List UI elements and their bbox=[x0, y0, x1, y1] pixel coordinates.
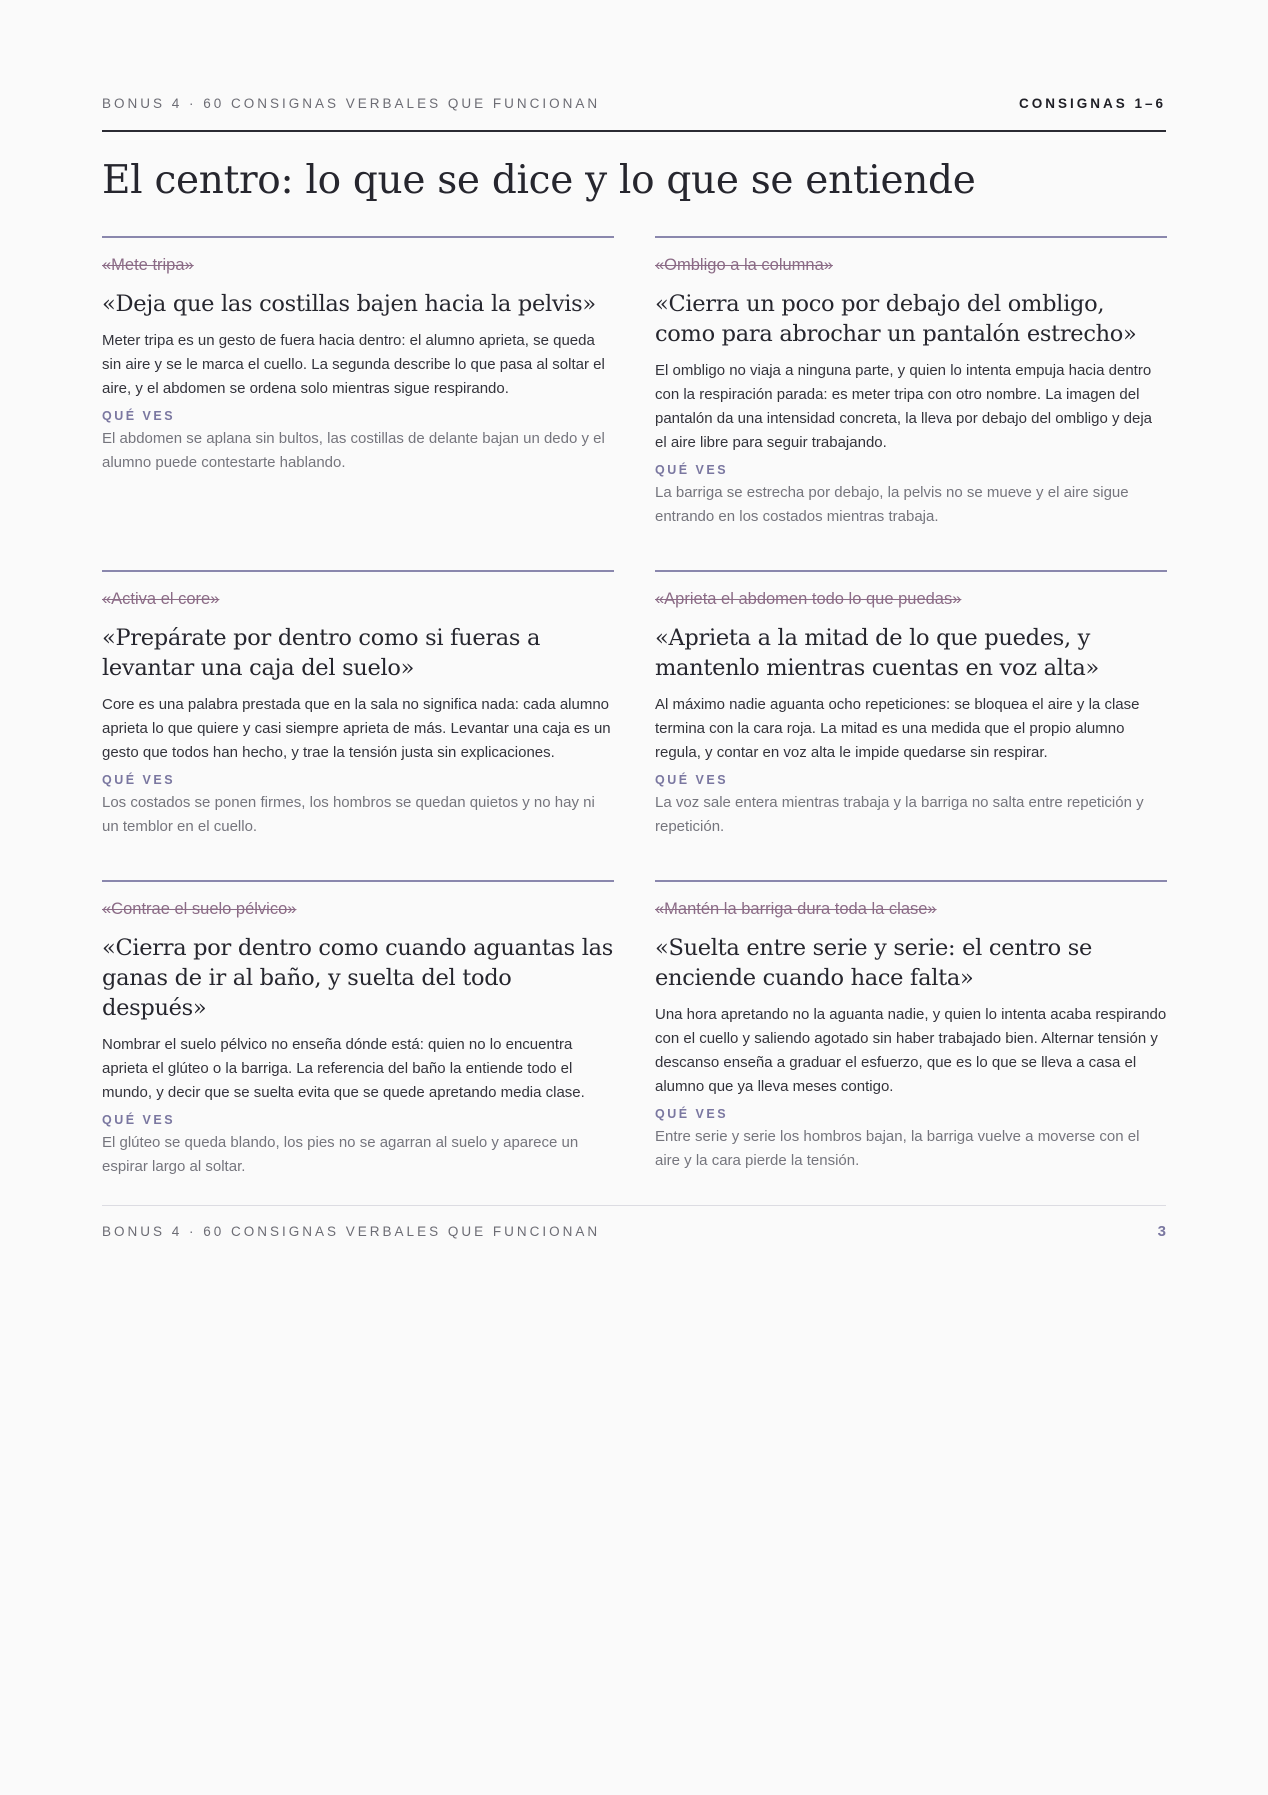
cue-card-2 bbox=[655, 236, 1167, 529]
header-cue-range: CONSIGNAS 1–6 bbox=[1018, 96, 1166, 111]
cue-observe-label: QUÉ VES bbox=[655, 773, 729, 787]
cue-wrong-phrase: «Mantén la barriga dura toda la clase» bbox=[655, 900, 937, 918]
cue-right-phrase: «Suelta entre serie y serie: el centro se enciende cuando hace falta» bbox=[655, 935, 1092, 991]
cue-observation: Los costados se ponen firmes, los hombros se quedan quietos y no hay ni un temblor en el cuello. bbox=[102, 794, 595, 835]
cue-card-3 bbox=[102, 570, 614, 839]
cue-observation: La voz sale entera mientras trabaja y la barriga no salta entre repetición y repetición. bbox=[655, 794, 1144, 835]
header-divider bbox=[102, 130, 1166, 132]
cue-observation: La barriga se estrecha por debajo, la pelvis no se mueve y el aire sigue entrando en los costados mientras trabaja. bbox=[655, 484, 1129, 525]
cue-card-1 bbox=[102, 236, 614, 475]
cue-right-phrase: «Cierra por dentro como cuando aguantas las ganas de ir al baño, y suelta del todo después» bbox=[102, 935, 614, 1021]
cue-divider bbox=[102, 236, 614, 238]
cue-observe-label: QUÉ VES bbox=[102, 1113, 176, 1127]
cue-right-phrase: «Prepárate por dentro como si fueras a levantar una caja del suelo» bbox=[102, 625, 541, 681]
cue-wrong-phrase: «Contrae el suelo pélvico» bbox=[102, 900, 297, 918]
cue-wrong-phrase: «Ombligo a la columna» bbox=[655, 256, 833, 274]
cue-wrong-phrase: «Mete tripa» bbox=[102, 256, 194, 274]
cue-observe-label: QUÉ VES bbox=[102, 409, 176, 423]
cue-observation: El glúteo se queda blando, los pies no se agarran al suelo y aparece un espirar largo al soltar. bbox=[102, 1134, 579, 1175]
cue-divider bbox=[655, 236, 1167, 238]
cue-card-6 bbox=[655, 880, 1167, 1173]
header-section-title: BONUS 4 · 60 CONSIGNAS VERBALES QUE FUNCIONAN bbox=[102, 96, 601, 111]
cue-right-phrase: «Deja que las costillas bajen hacia la pelvis» bbox=[102, 291, 596, 317]
cue-observe-label: QUÉ VES bbox=[655, 463, 729, 477]
cue-divider bbox=[655, 570, 1167, 572]
cue-explanation: Meter tripa es un gesto de fuera hacia dentro: el alumno aprieta, se queda sin aire y se le marca el cuello. La segunda describe lo que pasa al soltar el aire, y el abdomen se ordena solo mientras sigue respirando. bbox=[102, 332, 605, 397]
cue-explanation: El ombligo no viaja a ninguna parte, y quien lo intenta empuja hacia dentro con la respiración parada: es meter tripa con otro nombre. La imagen del pantalón da una intensidad concreta, la lleva por debajo del ombligo y deja el aire libre para seguir trabajando. bbox=[655, 362, 1153, 451]
cue-divider bbox=[655, 880, 1167, 882]
cue-divider bbox=[102, 880, 614, 882]
cue-right-phrase: «Cierra un poco por debajo del ombligo, como para abrochar un pantalón estrecho» bbox=[655, 291, 1137, 347]
cue-explanation: Core es una palabra prestada que en la sala no significa nada: cada alumno aprieta lo que quiere y casi siempre aprieta de más. Levantar una caja es un gesto que todos han hecho, y trae la tensión justa sin explicaciones. bbox=[102, 696, 611, 761]
cue-explanation: Una hora apretando no la aguanta nadie, y quien lo intenta acaba respirando con el cuello y saliendo agotado sin haber trabajado bien. Alternar tensión y descanso enseña a graduar el esfuerzo, que es lo que se lleva a casa el alumno que ya lleva meses contigo. bbox=[655, 1006, 1167, 1095]
cue-observe-label: QUÉ VES bbox=[655, 1107, 729, 1121]
cue-explanation: Al máximo nadie aguanta ocho repeticiones: se bloquea el aire y la clase termina con la cara roja. La mitad es una medida que el propio alumno regula, y contar en voz alta le impide quedarse sin respirar. bbox=[655, 696, 1140, 761]
cue-observation: Entre serie y serie los hombros bajan, la barriga vuelve a moverse con el aire y la cara pierde la tensión. bbox=[655, 1128, 1140, 1169]
footer-divider bbox=[102, 1205, 1166, 1206]
cue-observe-label: QUÉ VES bbox=[102, 773, 176, 787]
cue-card-5 bbox=[102, 880, 614, 1179]
cue-divider bbox=[102, 570, 614, 572]
cue-right-phrase: «Aprieta a la mitad de lo que puedes, y mantenlo mientras cuentas en voz alta» bbox=[655, 625, 1099, 681]
cue-observation: El abdomen se aplana sin bultos, las costillas de delante bajan un dedo y el alumno puede contestarte hablando. bbox=[102, 430, 605, 471]
running-footer bbox=[102, 1223, 1166, 1240]
page-title: El centro: lo que se dice y lo que se entiende bbox=[102, 158, 976, 203]
footer-section-title: BONUS 4 · 60 CONSIGNAS VERBALES QUE FUNCIONAN bbox=[102, 1224, 601, 1239]
cue-explanation: Nombrar el suelo pélvico no enseña dónde está: quien no lo encuentra aprieta el glúteo o la barriga. La referencia del baño la entiende todo el mundo, y decir que se suelta evita que se quede apretando media clase. bbox=[102, 1036, 585, 1101]
cue-wrong-phrase: «Aprieta el abdomen todo lo que puedas» bbox=[655, 590, 962, 608]
running-header bbox=[102, 96, 1166, 111]
cue-card-4 bbox=[655, 570, 1167, 839]
page-number: 3 bbox=[1157, 1223, 1166, 1240]
cue-wrong-phrase: «Activa el core» bbox=[102, 590, 220, 608]
